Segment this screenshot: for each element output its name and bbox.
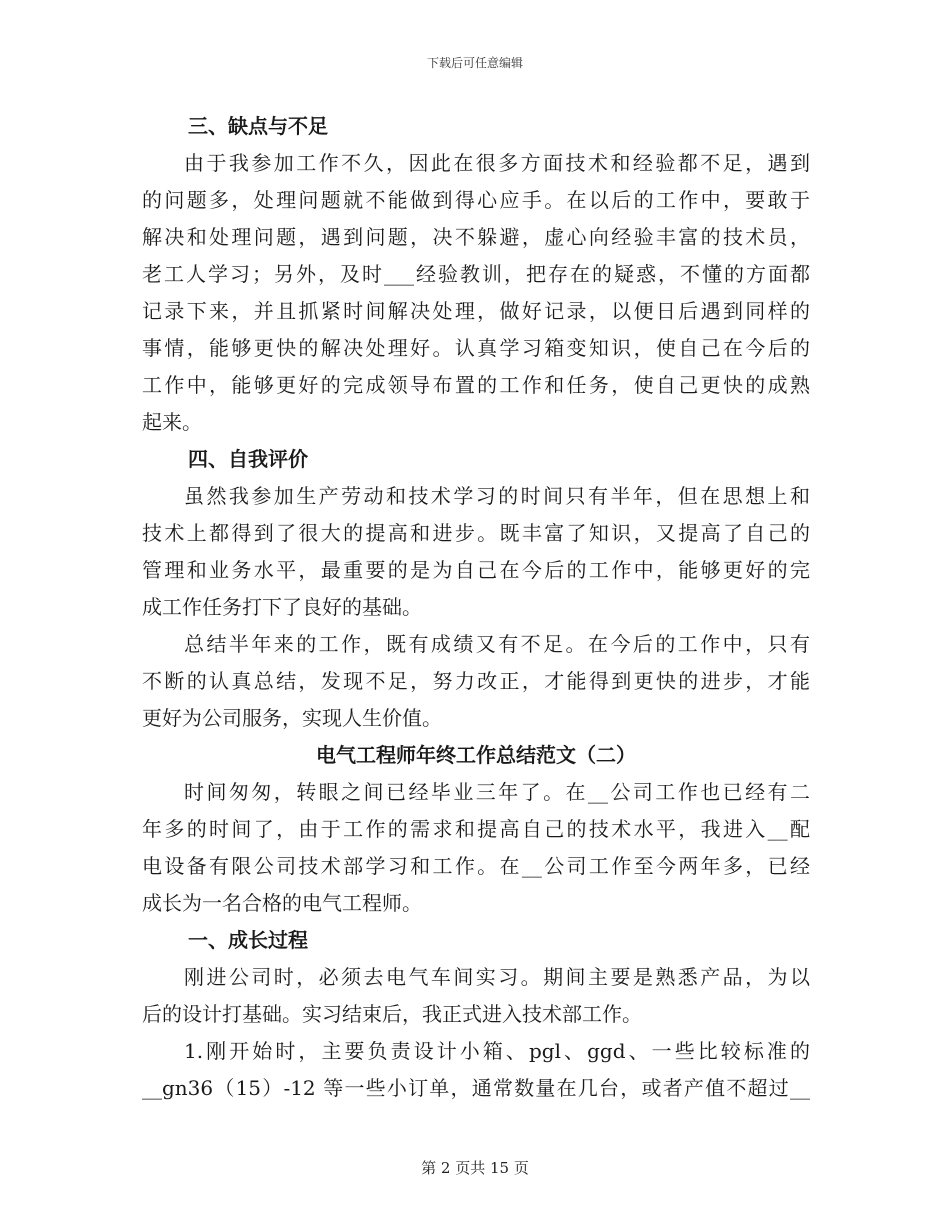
- text-line: __gn36（15）-12 等一些小订单，通常数量在几台，或者产值不超过__: [142, 1076, 810, 1100]
- text-line: 技术上都得到了很大的提高和进步。既丰富了知识，又提高了自己的: [142, 521, 810, 545]
- document-body: [142, 108, 810, 1107]
- page-number: 第 2 页共 15 页: [421, 1159, 529, 1177]
- paragraph-last-line: 起来。: [142, 410, 202, 434]
- text-line: 解决和处理问题，遇到问题，决不躲避，虚心向经验丰富的技术员，: [142, 225, 810, 249]
- paragraph-last-line: 后的设计打基础。实习结束后，我正式进入技术部工作。: [142, 1002, 642, 1026]
- text-line: 电设备有限公司技术部学习和工作。在__公司工作至今两年多，已经: [142, 854, 810, 878]
- paragraph-first-line: 刚进公司时，必须去电气车间实习。期间主要是熟悉产品，为以: [184, 965, 810, 989]
- section-heading: 一、成长过程: [188, 928, 308, 952]
- paragraph-last-line: 成长为一名合格的电气工程师。: [142, 891, 422, 915]
- paragraph-first-line: 虽然我参加生产劳动和技术学习的时间只有半年，但在思想上和: [184, 484, 810, 508]
- text-line: 的问题多，处理问题就不能做到得心应手。在以后的工作中，要敢于: [142, 188, 810, 212]
- text-line: 工作中，能够更好的完成领导布置的工作和任务，使自己更快的成熟: [142, 373, 810, 397]
- paragraph-first-line: 总结半年来的工作，既有成绩又有不足。在今后的工作中，只有: [184, 632, 810, 656]
- text-line: 管理和业务水平，最重要的是为自己在今后的工作中，能够更好的完: [142, 558, 810, 582]
- text-line: 不断的认真总结，发现不足，努力改正，才能得到更快的进步，才能: [142, 669, 810, 693]
- text-line: 老工人学习；另外，及时___经验教训，把存在的疑惑，不懂的方面都: [142, 262, 810, 286]
- section-heading: 三、缺点与不足: [188, 114, 328, 138]
- paragraph-last-line: 成工作任务打下了良好的基础。: [142, 595, 422, 619]
- paragraph-first-line: 由于我参加工作不久，因此在很多方面技术和经验都不足，遇到: [184, 151, 810, 175]
- text-line: 事情，能够更快的解决处理好。认真学习箱变知识，使自己在今后的: [142, 336, 810, 360]
- section-heading: 四、自我评价: [188, 447, 308, 471]
- page-header: 下载后可任意编辑: [426, 56, 523, 70]
- text-line: 年多的时间了，由于工作的需求和提高自己的技术水平，我进入__配: [142, 817, 810, 841]
- paragraph-first-line: 时间匆匆，转眼之间已经毕业三年了。在__公司工作也已经有二: [184, 780, 810, 804]
- text-line: 记录下来，并且抓紧时间解决处理，做好记录，以便日后遇到同样的: [142, 299, 810, 323]
- paragraph-last-line: 更好为公司服务，实现人生价值。: [142, 706, 442, 730]
- paragraph-first-line: 1.刚开始时，主要负责设计小箱、pgl、ggd、一些比较标准的: [184, 1039, 810, 1063]
- article-title: 电气工程师年终工作总结范文（二）: [316, 743, 636, 767]
